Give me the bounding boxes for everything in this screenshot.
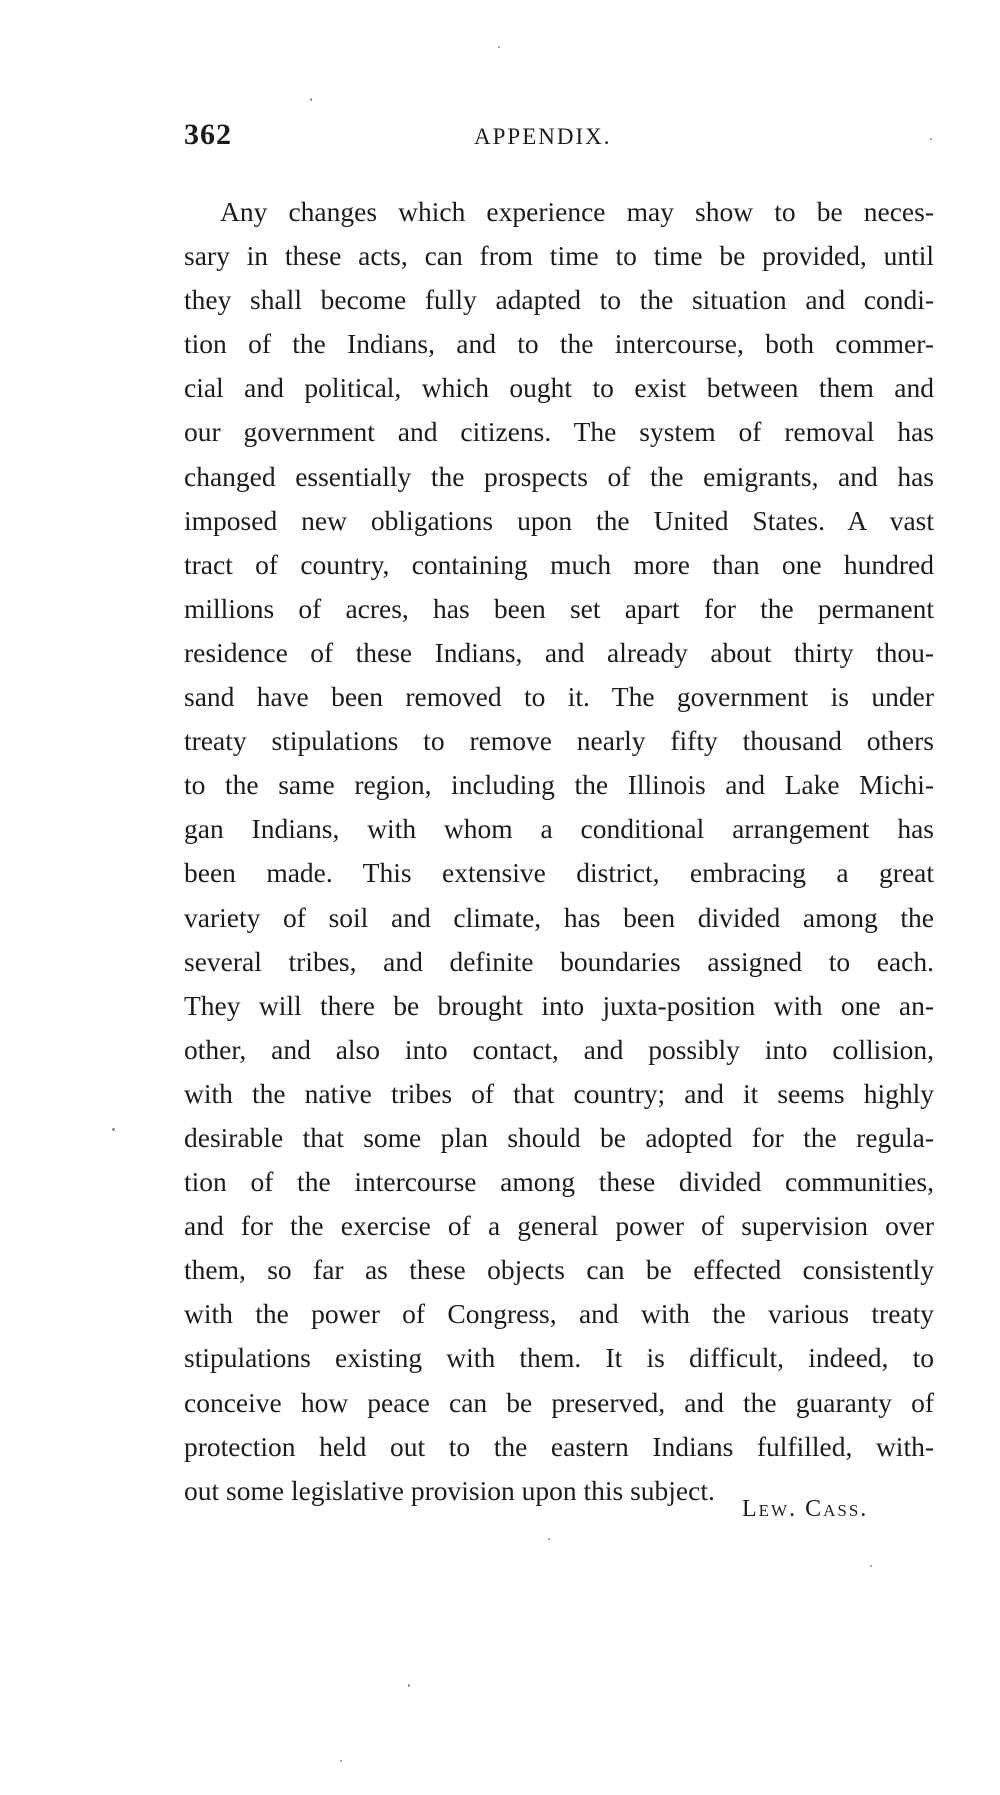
text-line: Any changes which experience may show to be neces- bbox=[220, 196, 934, 227]
text-line: with the power of Congress, and with the various treaty bbox=[184, 1298, 934, 1330]
text-line: other, and also into contact, and possibly into collision, bbox=[184, 1033, 934, 1065]
text-line: several tribes, and definite boundaries assigned to each. bbox=[184, 945, 934, 977]
text-line: treaty stipulations to remove nearly fifty thousand others bbox=[184, 725, 934, 757]
scan-speck bbox=[408, 1684, 410, 1687]
text-line: cial and political, which ought to exist between them and bbox=[184, 372, 934, 404]
text-line: residence of these Indians, and already about thirty thou- bbox=[184, 636, 934, 668]
scan-speck bbox=[340, 1760, 342, 1762]
text-line: out some legislative provision upon this subject. bbox=[184, 1474, 715, 1506]
text-line: and for the exercise of a general power of supervision over bbox=[184, 1210, 934, 1242]
text-line: tract of country, containing much more than one hundred bbox=[184, 548, 934, 580]
text-line: stipulations existing with them. It is difficult, indeed, to bbox=[184, 1342, 934, 1374]
scan-speck bbox=[870, 1565, 872, 1567]
scan-speck bbox=[310, 98, 312, 101]
text-line: sand have been removed to it. The government is under bbox=[184, 681, 934, 713]
text-line: tion of the intercourse among these divided communities, bbox=[184, 1166, 934, 1198]
text-line: to the same region, including the Illinois and Lake Michi- bbox=[184, 769, 934, 801]
text-line: millions of acres, has been set apart for the permanent bbox=[184, 592, 934, 624]
text-line: our government and citizens. The system of removal has bbox=[184, 416, 934, 448]
text-line: protection held out to the eastern Indians fulfilled, with- bbox=[184, 1430, 934, 1462]
scan-speck bbox=[548, 1538, 550, 1540]
running-head: APPENDIX. bbox=[474, 124, 612, 149]
text-line: with the native tribes of that country; and it seems highly bbox=[184, 1077, 934, 1109]
text-line: been made. This extensive district, embracing a great bbox=[184, 857, 934, 889]
scan-speck bbox=[498, 46, 500, 48]
text-line: they shall become fully adapted to the situation and condi- bbox=[184, 284, 934, 316]
text-line: tion of the Indians, and to the intercourse, both commer- bbox=[184, 328, 934, 360]
text-line: them, so far as these objects can be effected consistently bbox=[184, 1254, 934, 1286]
text-line: changed essentially the prospects of the emigrants, and has bbox=[184, 460, 934, 492]
text-line: variety of soil and climate, has been divided among the bbox=[184, 901, 934, 933]
text-line: gan Indians, with whom a conditional arrangement has bbox=[184, 813, 934, 845]
signature: Lew. Cass. bbox=[742, 1496, 869, 1522]
text-line: desirable that some plan should be adopted for the regula- bbox=[184, 1121, 934, 1153]
page-header bbox=[184, 118, 948, 162]
text-line: imposed new obligations upon the United States. A vast bbox=[184, 504, 934, 536]
text-line: conceive how peace can be preserved, and the guaranty of bbox=[184, 1386, 934, 1418]
text-line: They will there be brought into juxta-position with one an- bbox=[184, 989, 934, 1021]
scan-speck bbox=[930, 138, 932, 140]
scan-speck bbox=[112, 1128, 115, 1131]
text-line: sary in these acts, can from time to time be provided, until bbox=[184, 240, 934, 272]
body-paragraph bbox=[184, 190, 934, 1513]
page-number: 362 bbox=[184, 118, 232, 151]
